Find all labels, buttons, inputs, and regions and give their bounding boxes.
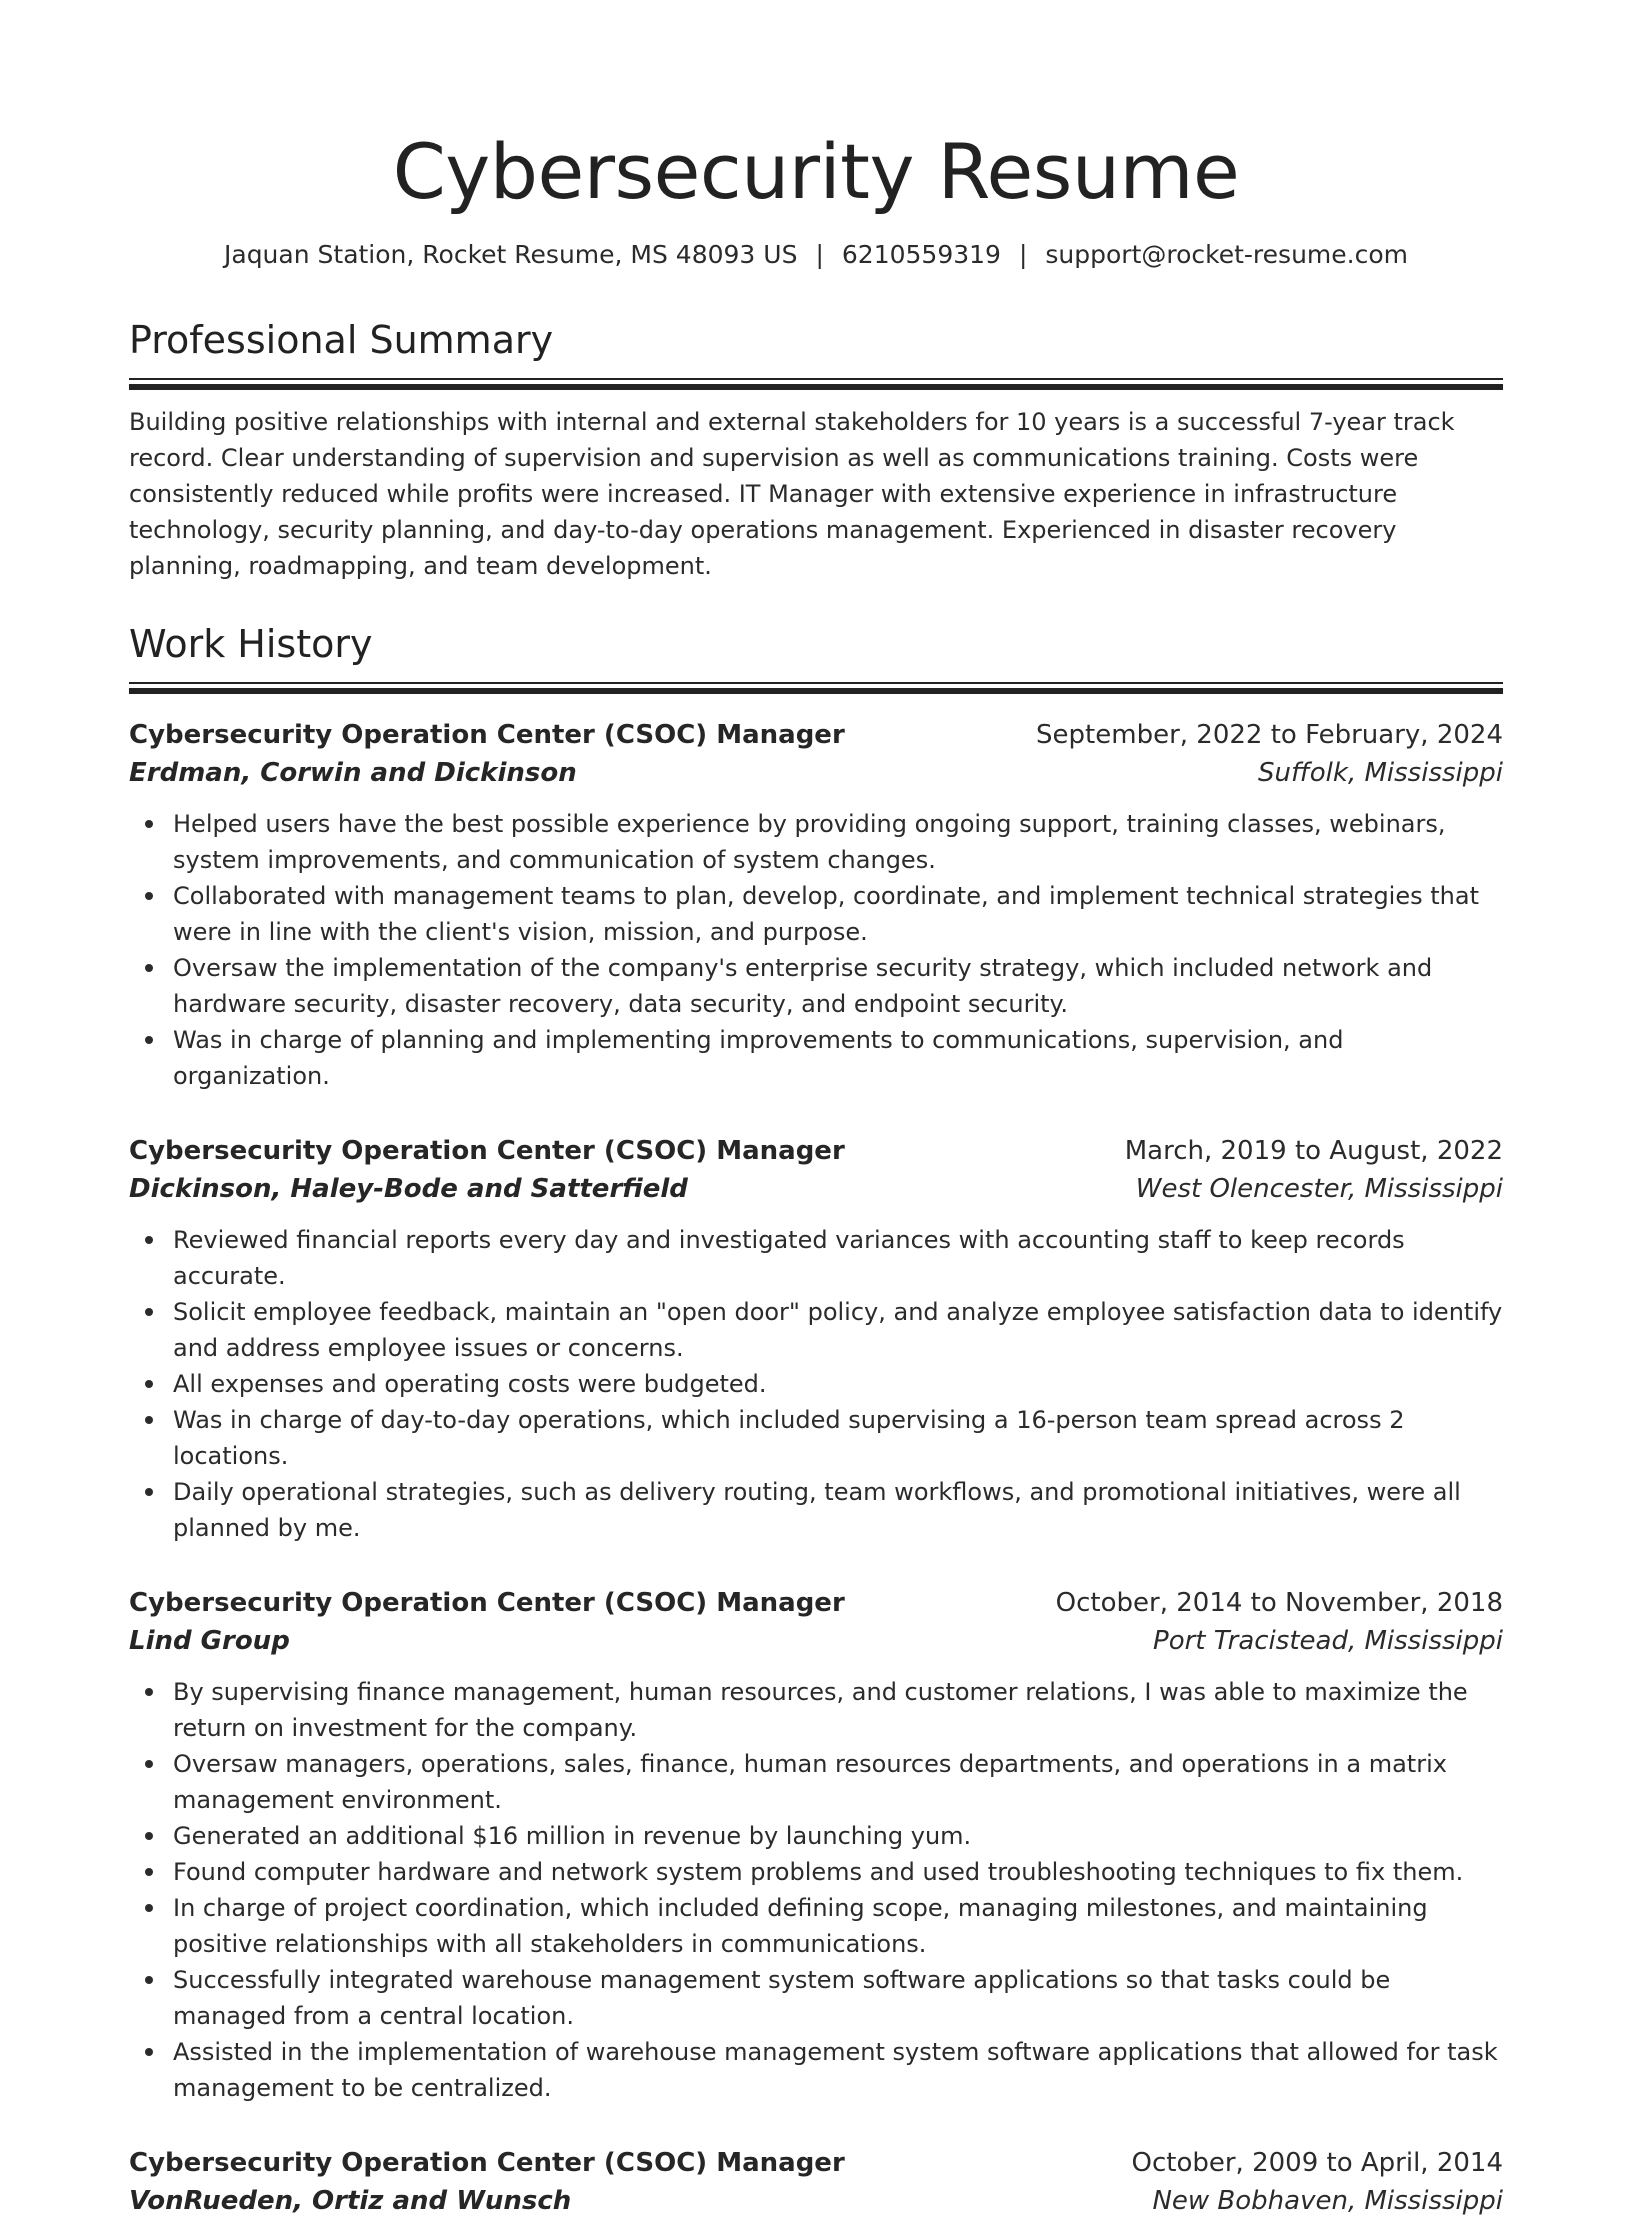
- job-bullet: Was in charge of day-to-day operations, which included supervising a 16-person team spread across 2 locations.: [173, 1402, 1503, 1474]
- job-header: [129, 716, 1503, 754]
- job-subheader: [129, 1170, 1503, 1208]
- job-header: [129, 2144, 1503, 2182]
- contact-separator: |: [815, 240, 824, 269]
- job-company: VonRueden, Ortiz and Wunsch: [129, 2186, 572, 2216]
- job-title: Cybersecurity Operation Center (CSOC) Manager: [129, 720, 845, 750]
- contact-email: support@rocket-resume.com: [1045, 240, 1408, 269]
- job-dates: September, 2022 to February, 2024: [1036, 720, 1503, 750]
- job-bullet-list: [129, 1222, 1503, 1546]
- divider-thin-line: [129, 378, 1503, 380]
- job-bullet: Solicit employee feedback, maintain an "open door" policy, and analyze employee satisfaction data to identify and address employee issues or concerns.: [173, 1294, 1503, 1366]
- divider-thick-line: [129, 688, 1503, 694]
- job-bullet: Oversaw managers, operations, sales, finance, human resources departments, and operations in a matrix management environment.: [173, 1746, 1503, 1818]
- job-bullet: Generated an additional $16 million in revenue by launching yum.: [173, 1818, 1503, 1854]
- section-heading-summary: Professional Summary: [129, 318, 554, 362]
- job-bullet: Reviewed financial reports every day and investigated variances with accounting staff to keep records accurate.: [173, 1222, 1503, 1294]
- section-divider: [129, 378, 1503, 390]
- job-subheader: [129, 754, 1503, 792]
- document-title: Cybersecurity Resume: [392, 127, 1240, 216]
- job-bullet: All expenses and operating costs were budgeted.: [173, 1366, 1503, 1402]
- job-company: Erdman, Corwin and Dickinson: [129, 758, 577, 788]
- professional-summary-section: [129, 316, 1503, 584]
- job-title: Cybersecurity Operation Center (CSOC) Manager: [129, 2148, 845, 2178]
- job-bullet: Was in charge of planning and implementing improvements to communications, supervision, and organization.: [173, 1022, 1503, 1094]
- job-entry: [129, 1584, 1503, 2106]
- contact-separator: |: [1018, 240, 1028, 269]
- job-bullet-list: [129, 1674, 1503, 2106]
- job-dates: October, 2009 to April, 2014: [1131, 2148, 1503, 2178]
- job-subheader: [129, 2182, 1503, 2220]
- job-bullet: Successfully integrated warehouse management system software applications so that tasks could be managed from a central location.: [173, 1962, 1503, 2034]
- job-dates: October, 2014 to November, 2018: [1055, 1588, 1503, 1618]
- job-bullet: Found computer hardware and network system problems and used troubleshooting techniques to fix them.: [173, 1854, 1503, 1890]
- job-location: Suffolk, Mississippi: [1258, 758, 1503, 788]
- divider-thick-line: [129, 384, 1503, 390]
- job-entry: [129, 716, 1503, 1094]
- resume-page: [0, 124, 1632, 2236]
- divider-thin-line: [129, 682, 1503, 684]
- contact-address: Jaquan Station, Rocket Resume, MS 48093 US: [224, 240, 798, 269]
- contact-line: [129, 238, 1503, 272]
- job-dates: March, 2019 to August, 2022: [1124, 1136, 1503, 1166]
- job-bullet: In charge of project coordination, which included defining scope, managing milestones, and maintaining positive relationships with all stakeholders in communications.: [173, 1890, 1503, 1962]
- job-location: New Bobhaven, Mississippi: [1152, 2186, 1503, 2216]
- summary-paragraph: Building positive relationships with internal and external stakeholders for 10 years is a successful 7-year track record. Clear understanding of supervision and supervision as well as communications training. Costs were consistently reduced while profits were increased. IT Manager with extensive experience in infrastructure technology, security planning, and day-to-day operations management. Experienced in disaster recovery planning, roadmapping, and team development.: [129, 408, 1455, 580]
- job-title: Cybersecurity Operation Center (CSOC) Manager: [129, 1588, 845, 1618]
- job-location: Port Tracistead, Mississippi: [1153, 1626, 1503, 1656]
- section-heading-work: Work History: [129, 622, 373, 666]
- job-bullet: Collaborated with management teams to plan, develop, coordinate, and implement technical strategies that were in line with the client's vision, mission, and purpose.: [173, 878, 1503, 950]
- job-bullet-list: [129, 806, 1503, 1094]
- job-entry: [129, 1132, 1503, 1546]
- job-bullet: Helped users have the best possible experience by providing ongoing support, training classes, webinars, system improvements, and communication of system changes.: [173, 806, 1503, 878]
- job-bullet: Daily operational strategies, such as delivery routing, team workflows, and promotional initiatives, were all planned by me.: [173, 1474, 1503, 1546]
- job-bullet: Oversaw the implementation of the company's enterprise security strategy, which included network and hardware security, disaster recovery, data security, and endpoint security.: [173, 950, 1503, 1022]
- job-subheader: [129, 1622, 1503, 1660]
- job-bullet: By supervising finance management, human resources, and customer relations, I was able to maximize the return on investment for the company.: [173, 1674, 1503, 1746]
- job-entry: [129, 2144, 1503, 2220]
- job-bullet: Assisted in the implementation of warehouse management system software applications that allowed for task management to be centralized.: [173, 2034, 1503, 2106]
- job-title: Cybersecurity Operation Center (CSOC) Manager: [129, 1136, 845, 1166]
- contact-phone: 6210559319: [841, 240, 1001, 269]
- job-company: Dickinson, Haley-Bode and Satterfield: [129, 1174, 688, 1204]
- job-header: [129, 1584, 1503, 1622]
- job-company: Lind Group: [129, 1626, 290, 1656]
- job-header: [129, 1132, 1503, 1170]
- section-divider: [129, 682, 1503, 694]
- work-history-section: [129, 620, 1503, 2220]
- job-location: West Olencester, Mississippi: [1135, 1174, 1503, 1204]
